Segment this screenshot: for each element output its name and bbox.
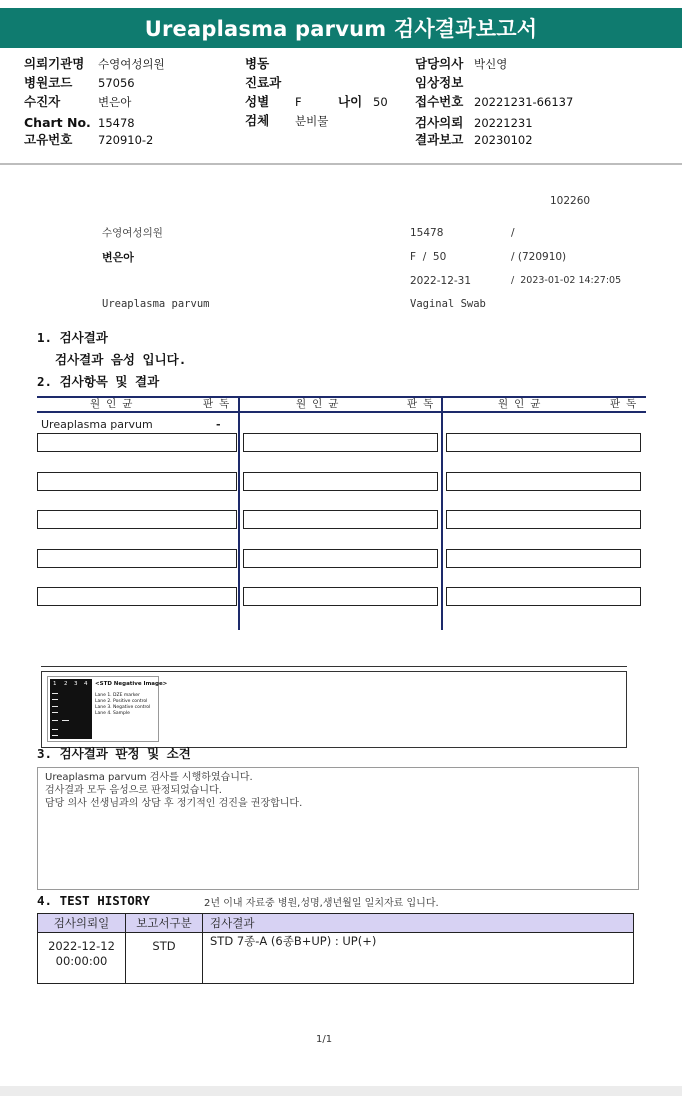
value-unique-no: 720910-2 <box>98 133 154 147</box>
gel-band <box>52 706 58 707</box>
result-cell <box>37 472 237 491</box>
value-specimen: 분비물 <box>295 114 329 128</box>
page-number: 1/1 <box>316 1034 333 1045</box>
history-header-request-date: 검사의뢰일 <box>53 916 110 930</box>
result-cell <box>37 587 237 606</box>
section1-title: 1. 검사결과 <box>37 330 108 345</box>
gel-band <box>52 720 58 721</box>
image-divider <box>41 666 627 667</box>
item-judgment: - <box>216 418 221 431</box>
opinion-line: 검사결과 모두 음성으로 판정되었습니다. <box>45 785 222 796</box>
value-requesting-institution: 수영여성의원 <box>98 57 165 71</box>
column-divider <box>238 396 240 630</box>
col-header-pathogen: 원인균 <box>498 398 547 410</box>
summary-chart-no: 15478 <box>410 227 444 239</box>
summary-clinic: 수영여성의원 <box>102 227 163 239</box>
col-header-judgment: 판독 <box>407 398 440 410</box>
result-cell <box>243 587 438 606</box>
label-age: 나이 <box>338 94 363 109</box>
label-unique-no: 고유번호 <box>24 132 73 147</box>
label-ward: 병동 <box>245 56 270 71</box>
label-specimen: 검체 <box>245 113 270 128</box>
summary-specimen: Vaginal Swab <box>410 298 486 310</box>
label-attending-doctor: 담당의사 <box>415 56 464 71</box>
label-receipt-no: 접수번호 <box>415 94 464 109</box>
history-row-result: STD 7종-A (6종B+UP) : UP(+) <box>210 934 377 948</box>
gel-photo <box>50 679 92 739</box>
report-title: Ureaplasma parvum 검사결과보고서 <box>0 8 682 48</box>
value-age: 50 <box>373 95 388 109</box>
label-report-date: 결과보고 <box>415 132 464 147</box>
label-clinical-info: 임상정보 <box>415 75 464 90</box>
section2-title: 2. 검사항목 및 결과 <box>37 374 160 389</box>
summary-slash: / <box>511 227 515 239</box>
col-header-judgment: 판독 <box>203 398 236 410</box>
value-report-date: 20230102 <box>474 133 533 147</box>
result-cell <box>243 549 438 568</box>
gel-band <box>52 712 58 713</box>
label-patient: 수진자 <box>24 94 61 109</box>
gel-band <box>52 699 58 700</box>
gel-image <box>47 676 168 742</box>
section1-result: 검사결과 음성 입니다. <box>55 352 187 367</box>
result-cell <box>37 433 237 452</box>
value-hospital-code: 57056 <box>98 76 135 90</box>
gel-band <box>52 693 58 694</box>
label-sex: 성별 <box>245 94 270 109</box>
gel-caption-title: <STD Negative Image> <box>95 681 168 687</box>
result-cell <box>446 472 641 491</box>
result-cell <box>37 510 237 529</box>
opinion-line: 담당 의사 선생님과의 상담 후 정기적인 검진을 권장합니다. <box>45 798 303 809</box>
summary-date-request: 2022-12-31 <box>410 275 472 287</box>
result-cell <box>446 549 641 568</box>
result-cell <box>243 510 438 529</box>
result-cell <box>243 433 438 452</box>
value-request-date: 20221231 <box>474 116 533 130</box>
section4-title: 4. TEST HISTORY <box>37 893 150 908</box>
header-divider <box>0 163 682 165</box>
lane-label: 3 <box>74 681 78 687</box>
label-request-date: 검사의뢰 <box>415 115 464 130</box>
column-divider <box>441 396 443 630</box>
label-hospital-code: 병원코드 <box>24 75 73 90</box>
result-cell <box>446 510 641 529</box>
item-pathogen-name: Ureaplasma parvum <box>41 418 153 431</box>
lane-label: 4 <box>84 681 88 687</box>
opinion-line: Ureaplasma parvum 검사를 시행하였습니다. <box>45 772 253 783</box>
summary-date-report: / 2023-01-02 14:27:05 <box>511 275 622 286</box>
gel-caption-line: Lane 3. Negative control <box>95 705 151 710</box>
gel-band <box>62 720 69 721</box>
gel-band <box>52 735 58 736</box>
value-patient: 변은아 <box>98 95 132 109</box>
table-header-border <box>37 411 646 413</box>
col-header-judgment: 판독 <box>610 398 643 410</box>
gel-caption-line: Lane 4. Sample <box>95 711 130 716</box>
summary-sex-age: F / 50 <box>410 251 447 263</box>
history-col-divider <box>202 914 203 983</box>
gel-caption-line: Lane 2. Positive control <box>95 699 148 704</box>
value-attending-doctor: 박신영 <box>474 57 508 71</box>
col-header-pathogen: 원인균 <box>296 398 345 410</box>
section3-title: 3. 검사결과 판정 및 소견 <box>37 746 191 761</box>
label-department: 진료과 <box>245 75 282 90</box>
history-header-result: 검사결과 <box>210 916 255 930</box>
gel-band <box>52 729 58 730</box>
opinion-box <box>37 767 639 890</box>
result-cell <box>446 587 641 606</box>
history-table <box>37 913 634 984</box>
summary-id-no: / (720910) <box>511 251 567 263</box>
gel-caption-line: Lane 1. DZE marker <box>95 693 140 698</box>
history-row-date: 2022-12-12 <box>48 939 115 953</box>
summary-code: 102260 <box>550 195 591 207</box>
label-chart-no: Chart No. <box>24 115 91 130</box>
history-row-time: 00:00:00 <box>55 954 108 968</box>
history-row-type: STD <box>152 939 176 953</box>
lane-label: 2 <box>64 681 68 687</box>
history-note: 2년 이내 자료중 병원,성명,생년월일 일치자료 입니다. <box>204 898 439 909</box>
value-sex: F <box>295 95 302 109</box>
summary-patient: 변은아 <box>102 251 134 264</box>
footer-band <box>0 1086 682 1096</box>
lane-label: 1 <box>53 681 57 687</box>
value-chart-no: 15478 <box>98 116 135 130</box>
value-receipt-no: 20221231-66137 <box>474 95 574 109</box>
summary-test-name: Ureaplasma parvum <box>102 298 210 310</box>
result-cell <box>37 549 237 568</box>
history-header-report-type: 보고서구분 <box>136 916 192 930</box>
result-cell <box>446 433 641 452</box>
result-cell <box>243 472 438 491</box>
col-header-pathogen: 원인균 <box>90 398 139 410</box>
label-requesting-institution: 의뢰기관명 <box>24 56 85 71</box>
